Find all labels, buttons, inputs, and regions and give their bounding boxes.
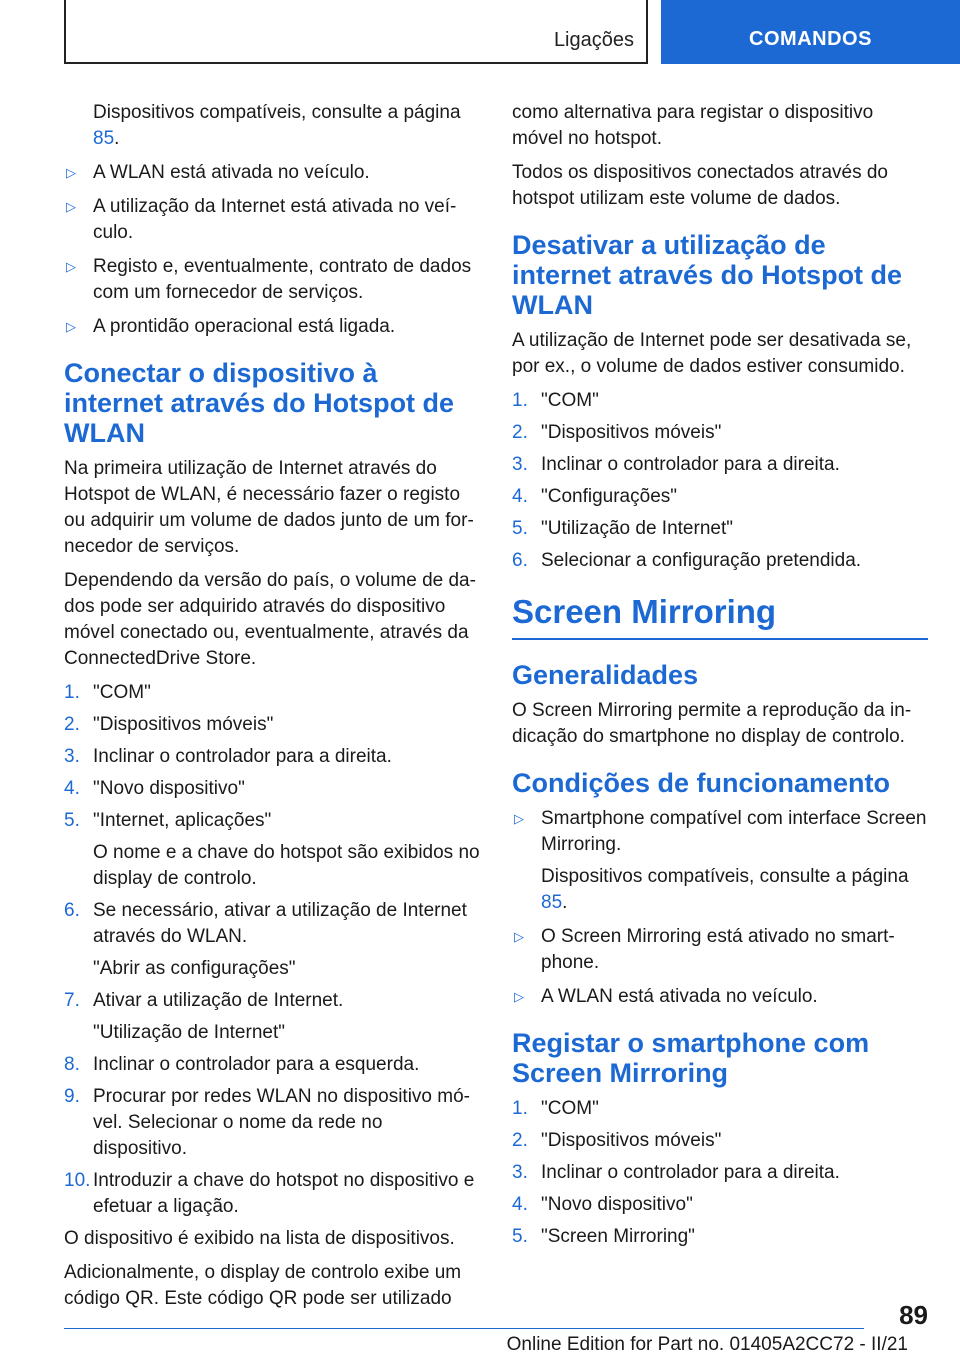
footer-edition: Online Edition for Part no. 01405A2CC72 - II/21 bbox=[506, 1334, 908, 1355]
step-item: 6. Selecionar a configuração pretendida. bbox=[512, 550, 862, 571]
step-note: O nome e a chave do hotspot são exibidos no display de controlo. bbox=[93, 842, 480, 889]
step-item: 5. "Internet, aplicações" O nome e a chave do hotspot são exibidos no display de controlo. bbox=[64, 808, 480, 892]
step-item: 3. Inclinar o controlador para a direita. bbox=[64, 746, 392, 767]
section-heading: Condições de funcionamento bbox=[512, 768, 891, 798]
list-item: ▷ A utilização da Internet está ativada no veículo. bbox=[66, 196, 457, 243]
step-item: 1. "COM" bbox=[512, 390, 599, 411]
triangle-bullet-icon: ▷ bbox=[514, 811, 524, 826]
list-item: ▷ A WLAN está ativada no veículo. bbox=[64, 160, 480, 186]
section-heading: Generalidades bbox=[512, 660, 699, 690]
section-heading: Desativar a utilização de internet através do Hotspot de WLAN bbox=[512, 230, 903, 320]
step-item: 5. "Utilização de Internet" bbox=[512, 518, 733, 539]
step-item: 1. "COM" bbox=[64, 682, 151, 703]
step-item: 1. "COM" bbox=[512, 1098, 599, 1119]
list-item: ▷ Registo e, eventualmente, contrato de dados com um fornecedor de serviços. bbox=[66, 256, 472, 303]
paragraph: O dispositivo é exibido na lista de dispositivos. bbox=[64, 1228, 455, 1249]
section-heading: Registar o smartphone com Screen Mirroring bbox=[512, 1028, 870, 1088]
step-list bbox=[512, 1096, 928, 1250]
triangle-bullet-icon: ▷ bbox=[66, 199, 76, 214]
step-list bbox=[512, 388, 928, 574]
list-item: ▷ O Screen Mirroring está ativado no smartphone. bbox=[514, 926, 895, 973]
step-item: 2. "Dispositivos móveis" bbox=[512, 422, 722, 443]
triangle-bullet-icon: ▷ bbox=[514, 929, 524, 944]
chapter-title: Screen Mirroring bbox=[512, 592, 928, 640]
step-item: 2. "Dispositivos móveis" bbox=[512, 1130, 722, 1151]
page-link[interactable]: 85 bbox=[541, 892, 563, 913]
compatible-devices-note: Dispositivos compatíveis, consulte a página 85. bbox=[541, 866, 909, 913]
paragraph: Dependendo da versão do país, o volume de dados pode ser adquirido através do dispositivo móvel conectado ou, eventualmente, através da ConnectedDrive Store. bbox=[64, 570, 476, 669]
triangle-bullet-icon: ▷ bbox=[514, 989, 524, 1004]
step-item: 3. Inclinar o controlador para a direita. bbox=[512, 454, 840, 475]
step-list bbox=[64, 680, 480, 1220]
paragraph: Adicionalmente, o display de controlo exibe um código QR. Este código QR pode ser utilizado bbox=[64, 1262, 462, 1309]
page-link[interactable]: 85 bbox=[93, 128, 115, 149]
paragraph: Todos os dispositivos conectados através do hotspot utilizam este volume de dados. bbox=[512, 162, 888, 209]
list-item: ▷ A prontidão operacional está ligada. bbox=[64, 314, 480, 340]
triangle-bullet-icon: ▷ bbox=[66, 165, 76, 180]
right-column bbox=[512, 100, 928, 1256]
step-item: 2. "Dispositivos móveis" bbox=[64, 714, 274, 735]
step-item: 9. Procurar por redes WLAN no dispositivo móvel. Selecionar o nome da rede no dispositivo. bbox=[64, 1086, 470, 1159]
list-item: ▷ A WLAN está ativada no veículo. bbox=[512, 984, 928, 1010]
triangle-bullet-icon: ▷ bbox=[66, 319, 76, 334]
step-item: 5. "Screen Mirroring" bbox=[512, 1226, 695, 1247]
triangle-bullet-icon: ▷ bbox=[66, 259, 76, 274]
page-number: 89 bbox=[899, 1300, 928, 1330]
step-item: 4. "Novo dispositivo" bbox=[64, 778, 245, 799]
footer-divider bbox=[64, 1328, 864, 1329]
header-section-title: Ligações bbox=[553, 29, 634, 51]
compatible-devices-note: Dispositivos compatíveis, consulte a página 85. bbox=[93, 102, 461, 149]
paragraph: Na primeira utilização de Internet através do Hotspot de WLAN, é necessário fazer o registo ou adquirir um volume de dados junto de um fornecedor de serviços. bbox=[64, 458, 474, 557]
paragraph: A utilização de Internet pode ser desativada se, por ex., o volume de dados estiver consumido. bbox=[512, 330, 912, 377]
left-column bbox=[64, 100, 480, 1320]
paragraph: como alternativa para registar o dispositivo móvel no hotspot. bbox=[512, 102, 874, 149]
step-item: 10. Introduzir a chave do hotspot no dispositivo e efetuar a ligação. bbox=[64, 1170, 475, 1217]
header-chapter-tab[interactable]: COMANDOS bbox=[661, 0, 960, 64]
step-item: 4. "Configurações" bbox=[512, 486, 678, 507]
step-item: 6. Se necessário, ativar a utilização de Internet através do WLAN. "Abrir as configurações" bbox=[64, 898, 480, 982]
step-note: "Utilização de Internet" bbox=[93, 1022, 285, 1043]
step-item: 8. Inclinar o controlador para a esquerda. bbox=[64, 1054, 420, 1075]
step-item: 7. Ativar a utilização de Internet. "Utilização de Internet" bbox=[64, 988, 480, 1046]
list-item: ▷ Smartphone compatível com interface Screen Mirroring. Dispositivos compatíveis, consulte a página 85. bbox=[512, 806, 928, 916]
step-item: 4. "Novo dispositivo" bbox=[512, 1194, 693, 1215]
step-note: "Abrir as configurações" bbox=[93, 958, 296, 979]
section-heading: Conectar o dispositivo à internet através do Hotspot de WLAN bbox=[64, 358, 455, 448]
step-item: 3. Inclinar o controlador para a direita. bbox=[512, 1162, 840, 1183]
paragraph: O Screen Mirroring permite a reprodução da indicação do smartphone no display de controlo. bbox=[512, 700, 912, 747]
